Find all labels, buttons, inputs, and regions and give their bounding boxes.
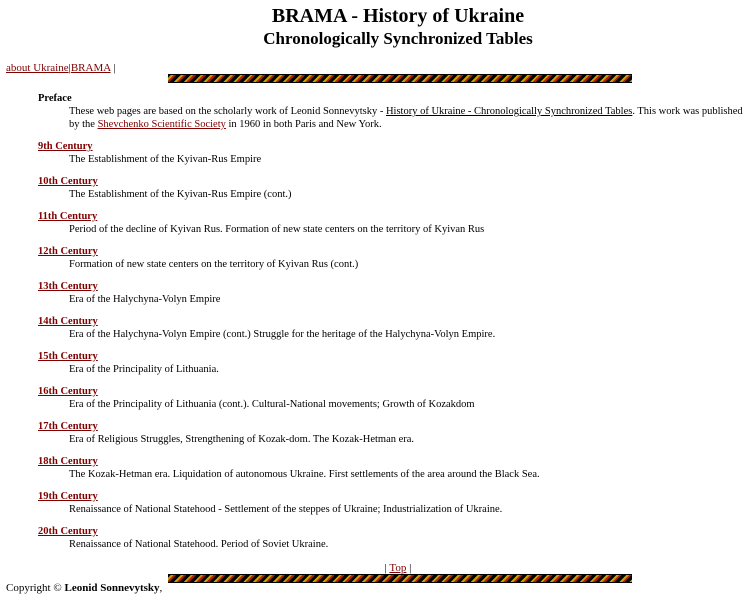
century-link-13th[interactable]: 13th Century: [38, 281, 98, 292]
century-item: [38, 140, 750, 166]
century-description: Renaissance of National Statehood - Settlement of the steppes of Ukraine; Industrialization of Ukraine.: [69, 504, 503, 515]
century-item: [38, 280, 750, 306]
preface-text-part: in 1960 in both Paris and New York.: [225, 119, 382, 130]
century-description: Era of Religious Struggles, Strengthening of Kozak-dom. The Kozak-Hetman era.: [69, 434, 415, 445]
preface-text-part: . This work was published by the: [69, 106, 743, 130]
brama-link[interactable]: BRAMA: [70, 62, 111, 74]
century-description: Era of the Principality of Lithuania (cont.). Cultural-National movements; Growth of Kozakdom: [69, 399, 475, 410]
page-title: BRAMA - History of Ukraine: [271, 5, 525, 27]
preface-text-part: These web pages are based on the scholarly work of Leonid Sonnevytsky -: [69, 106, 386, 117]
main-content: [38, 92, 750, 551]
century-item: [38, 210, 750, 236]
top-nav: [6, 62, 116, 74]
century-item: [38, 455, 750, 481]
nav-separator: |: [68, 62, 71, 74]
book-link[interactable]: History of Ukraine - Chronologically Synchronized Tables: [385, 106, 633, 117]
century-link-20th[interactable]: 20th Century: [38, 526, 98, 537]
about-ukraine-link[interactable]: about Ukraine: [6, 62, 69, 74]
century-description: The Establishment of the Kyivan-Rus Empire: [69, 154, 262, 165]
century-description: Era of the Principality of Lithuania.: [69, 364, 219, 375]
century-description: Formation of new state centers on the territory of Kyivan Rus (cont.): [69, 259, 359, 270]
copyright-suffix: ,: [159, 582, 163, 594]
decorative-divider-bottom: [168, 574, 632, 583]
nav-separator: |: [406, 562, 412, 574]
bottom-nav: [0, 562, 751, 574]
century-link-9th[interactable]: 9th Century: [38, 141, 93, 152]
top-link[interactable]: Top: [389, 562, 407, 574]
century-link-14th[interactable]: 14th Century: [38, 316, 98, 327]
nav-separator: |: [384, 562, 390, 574]
century-description: The Establishment of the Kyivan-Rus Empire (cont.): [69, 189, 292, 200]
preface-text: [69, 105, 750, 131]
century-link-10th[interactable]: 10th Century: [38, 176, 98, 187]
page-header: [0, 5, 751, 49]
century-item: [38, 245, 750, 271]
copyright-notice: [6, 582, 162, 594]
century-link-15th[interactable]: 15th Century: [38, 351, 98, 362]
decorative-divider-top: [168, 74, 632, 83]
century-description: Renaissance of National Statehood. Period of Soviet Ukraine.: [69, 539, 329, 550]
century-description: The Kozak-Hetman era. Liquidation of autonomous Ukraine. First settlements of the area around the Black Sea.: [69, 469, 540, 480]
century-item: [38, 490, 750, 516]
century-link-19th[interactable]: 19th Century: [38, 491, 98, 502]
century-link-17th[interactable]: 17th Century: [38, 421, 98, 432]
century-link-16th[interactable]: 16th Century: [38, 386, 98, 397]
century-description: Era of the Halychyna-Volyn Empire (cont.) Struggle for the heritage of the Halychyna-Volyn Empire.: [69, 329, 496, 340]
century-item: [38, 315, 750, 341]
century-description: Period of the decline of Kyivan Rus. Formation of new state centers on the territory of Kyivan Rus: [69, 224, 485, 235]
century-link-12th[interactable]: 12th Century: [38, 246, 98, 257]
preface-heading: Preface: [38, 93, 72, 104]
century-item: [38, 385, 750, 411]
century-item: [38, 350, 750, 376]
copyright-prefix: Copyright ©: [6, 582, 65, 594]
century-item: [38, 420, 750, 446]
century-link-11th[interactable]: 11th Century: [38, 211, 98, 222]
century-link-18th[interactable]: 18th Century: [38, 456, 98, 467]
century-item: [38, 525, 750, 551]
society-link[interactable]: Shevchenko Scientific Society: [97, 119, 226, 130]
century-description: Era of the Halychyna-Volyn Empire: [69, 294, 221, 305]
century-item: [38, 175, 750, 201]
nav-separator: |: [110, 62, 116, 74]
author-name: Leonid Sonnevytsky: [64, 582, 160, 594]
page-subtitle: Chronologically Synchronized Tables: [263, 29, 533, 48]
